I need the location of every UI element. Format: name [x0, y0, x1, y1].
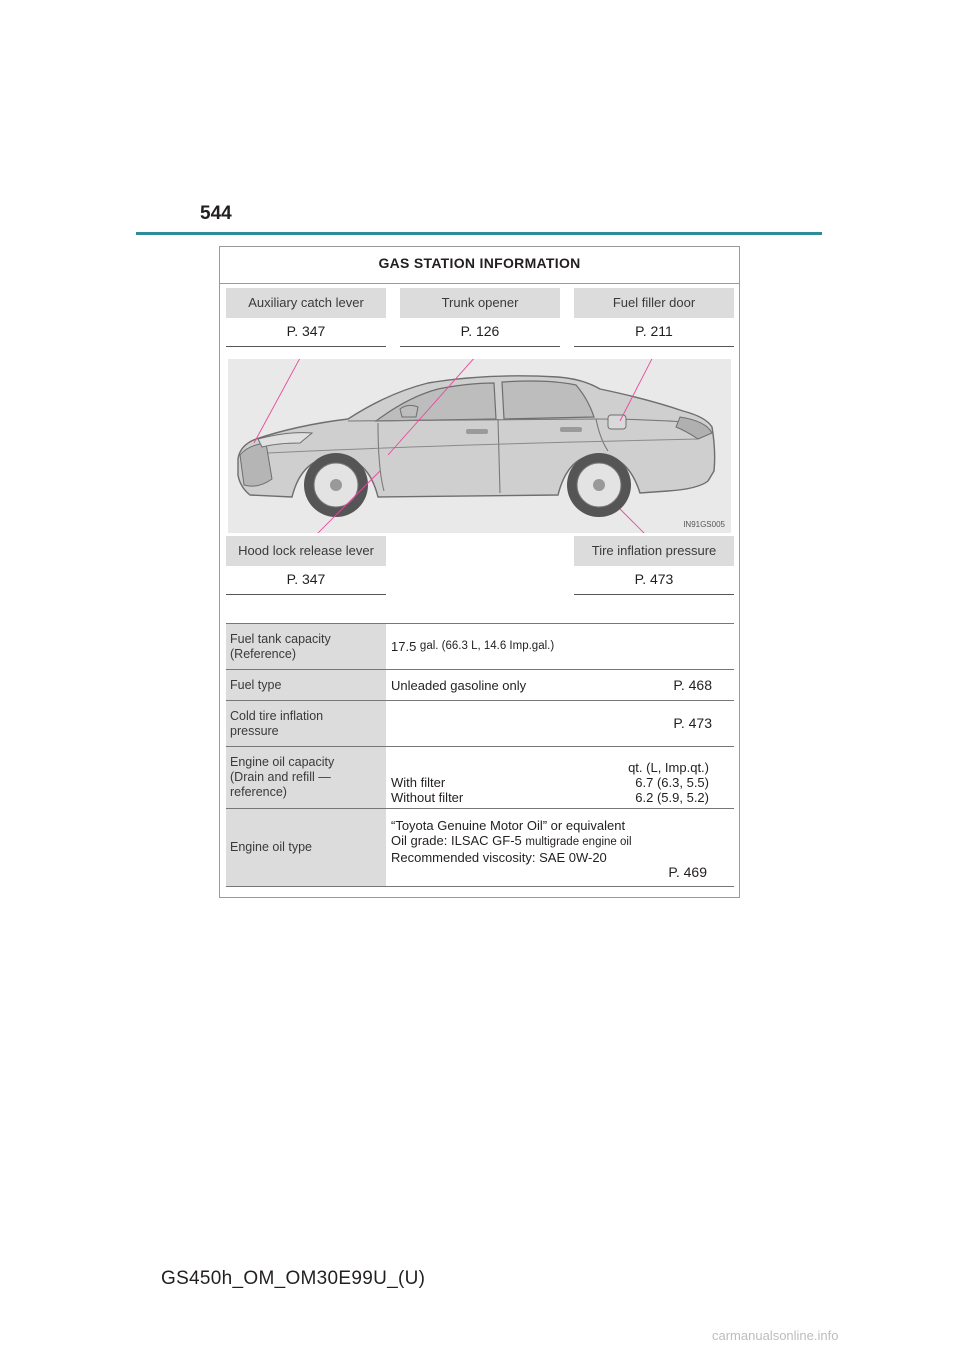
spec-row-fuel-capacity: [226, 623, 734, 669]
callout-label-hood-lock-release-lever: Hood lock release lever: [226, 536, 386, 566]
callout-label-auxiliary-catch-lever: Auxiliary catch lever: [226, 288, 386, 318]
spec-row-fuel-type: [226, 669, 734, 700]
spec-row-tire-pressure: [226, 700, 734, 746]
callout-label-fuel-filler-door: Fuel filler door: [574, 288, 734, 318]
spec-label-line: Cold tire inflation: [230, 708, 324, 723]
callout-ref-hood-lock-release-lever[interactable]: P. 347: [226, 566, 386, 595]
spec-label: Fuel type: [226, 670, 386, 700]
tire-pressure-ref[interactable]: P. 473: [673, 715, 712, 731]
spec-value: [386, 809, 734, 886]
fuel-capacity-units: gal. (66.3 L, 14.6 Imp.gal.): [419, 640, 555, 652]
callout-ref-tire-inflation-pressure[interactable]: P. 473: [574, 566, 734, 595]
oil-type-ref[interactable]: P. 469: [668, 864, 707, 880]
spec-label: [226, 624, 386, 669]
footer-doc-code: GS450h_OM_OM30E99U_(U): [161, 1268, 426, 1289]
spec-row-oil-capacity: [226, 746, 734, 808]
oil-capacity-unit: qt. (L, Imp.qt.): [628, 760, 709, 775]
fuel-type-ref[interactable]: P. 468: [673, 676, 712, 693]
without-filter-label: Without filter: [391, 790, 464, 805]
page-number: 544: [200, 203, 232, 224]
callout-ref-trunk-opener[interactable]: P. 126: [400, 318, 560, 347]
fuel-capacity-value: 17.5: [391, 639, 420, 654]
with-filter-label: With filter: [391, 775, 446, 790]
callout-label-tire-inflation-pressure: Tire inflation pressure: [574, 536, 734, 566]
spec-table: [226, 623, 734, 887]
spec-label-line: Fuel tank capacity: [230, 631, 331, 646]
callout-label-trunk-opener: Trunk opener: [400, 288, 560, 318]
spec-label-line: (Drain and refill —: [230, 770, 331, 784]
callout-ref-auxiliary-catch-lever[interactable]: P. 347: [226, 318, 386, 347]
spec-label: [226, 747, 386, 808]
spec-row-oil-type: [226, 808, 734, 887]
spec-label-line: (Reference): [230, 646, 296, 661]
oil-grade-text: Oil grade: ILSAC GF-5: [391, 833, 526, 848]
car-side-view-drawing: [228, 359, 731, 533]
without-filter-value: 6.2 (5.9, 5.2): [635, 790, 709, 805]
oil-grade-small-text: multigrade engine oil: [525, 836, 632, 848]
illustration-code: IN91GS005: [683, 520, 725, 529]
spec-value: [386, 747, 734, 808]
spec-label-line: Engine oil capacity: [230, 755, 335, 769]
watermark: carmanualsonline.info: [712, 1328, 839, 1343]
spec-value: [386, 670, 734, 700]
spec-label-line: pressure: [230, 723, 279, 738]
with-filter-value: 6.7 (6.3, 5.5): [635, 775, 709, 790]
fuel-type-value: Unleaded gasoline only: [391, 677, 527, 693]
section-title: GAS STATION INFORMATION: [220, 247, 739, 284]
oil-type-line: [391, 833, 729, 850]
spec-value: [386, 701, 734, 746]
oil-type-line: “Toyota Genuine Motor Oil” or equivalent: [391, 818, 626, 833]
header-rule: [136, 232, 822, 235]
car-illustration: [228, 359, 731, 533]
spec-label: [226, 701, 386, 746]
oil-type-line: Recommended viscosity: SAE 0W-20: [391, 850, 607, 865]
spec-label: Engine oil type: [226, 809, 386, 886]
spec-value: [386, 624, 734, 669]
spec-label-line: reference): [230, 785, 287, 799]
callout-ref-fuel-filler-door[interactable]: P. 211: [574, 318, 734, 347]
